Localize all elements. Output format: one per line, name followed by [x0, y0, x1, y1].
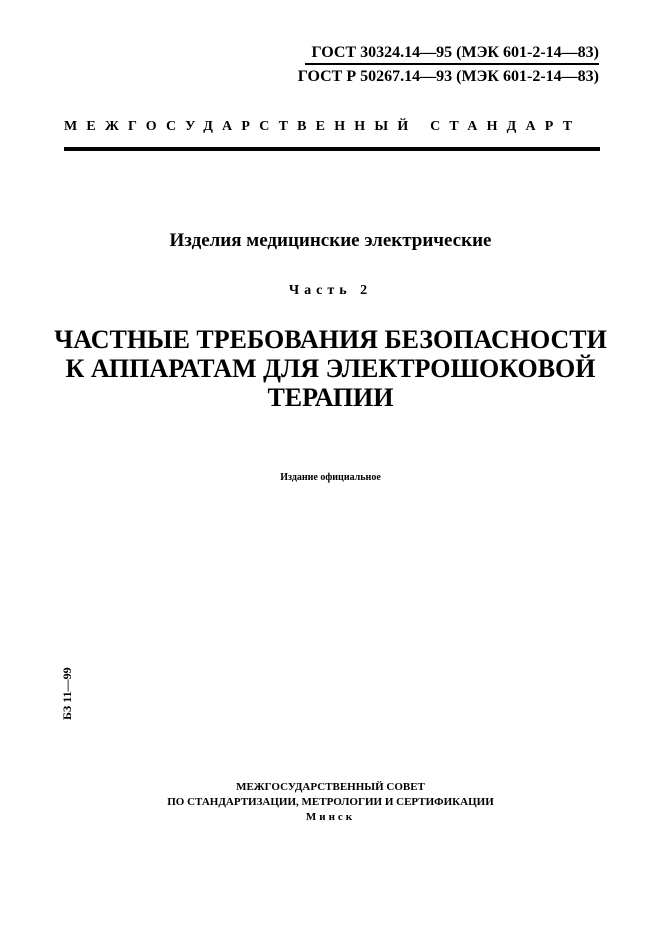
part-label: Часть 2 — [288, 283, 373, 298]
publisher-line: ПО СТАНДАРТИЗАЦИИ, МЕТРОЛОГИИ И СЕРТИФИКАЦИИ — [167, 796, 494, 808]
document-title — [0, 325, 661, 412]
general-title: Изделия медицинские электрические — [169, 230, 492, 251]
gost-number-primary: ГОСТ 30324.14—95 (МЭК 601-2-14—83) — [305, 44, 599, 65]
title-line: ЧАСТНЫЕ ТРЕБОВАНИЯ БЕЗОПАСНОСТИ — [54, 325, 607, 354]
gost-number-secondary: ГОСТ Р 50267.14—93 (МЭК 601-2-14—83) — [297, 68, 599, 85]
standard-type-heading: МЕЖГОСУДАРСТВЕННЫЙ СТАНДАРТ — [64, 119, 582, 134]
header-divider — [64, 147, 600, 151]
title-line: К АППАРАТАМ ДЛЯ ЭЛЕКТРОШОКОВОЙ — [65, 354, 596, 383]
side-mark: БЗ 11—99 — [60, 667, 74, 720]
publisher-line: МЕЖГОСУДАРСТВЕННЫЙ СОВЕТ — [236, 781, 425, 793]
publisher-block — [0, 780, 661, 825]
title-line: ТЕРАПИИ — [267, 383, 394, 412]
edition-label: Издание официальное — [280, 472, 381, 483]
publisher-city: Минск — [305, 811, 356, 823]
